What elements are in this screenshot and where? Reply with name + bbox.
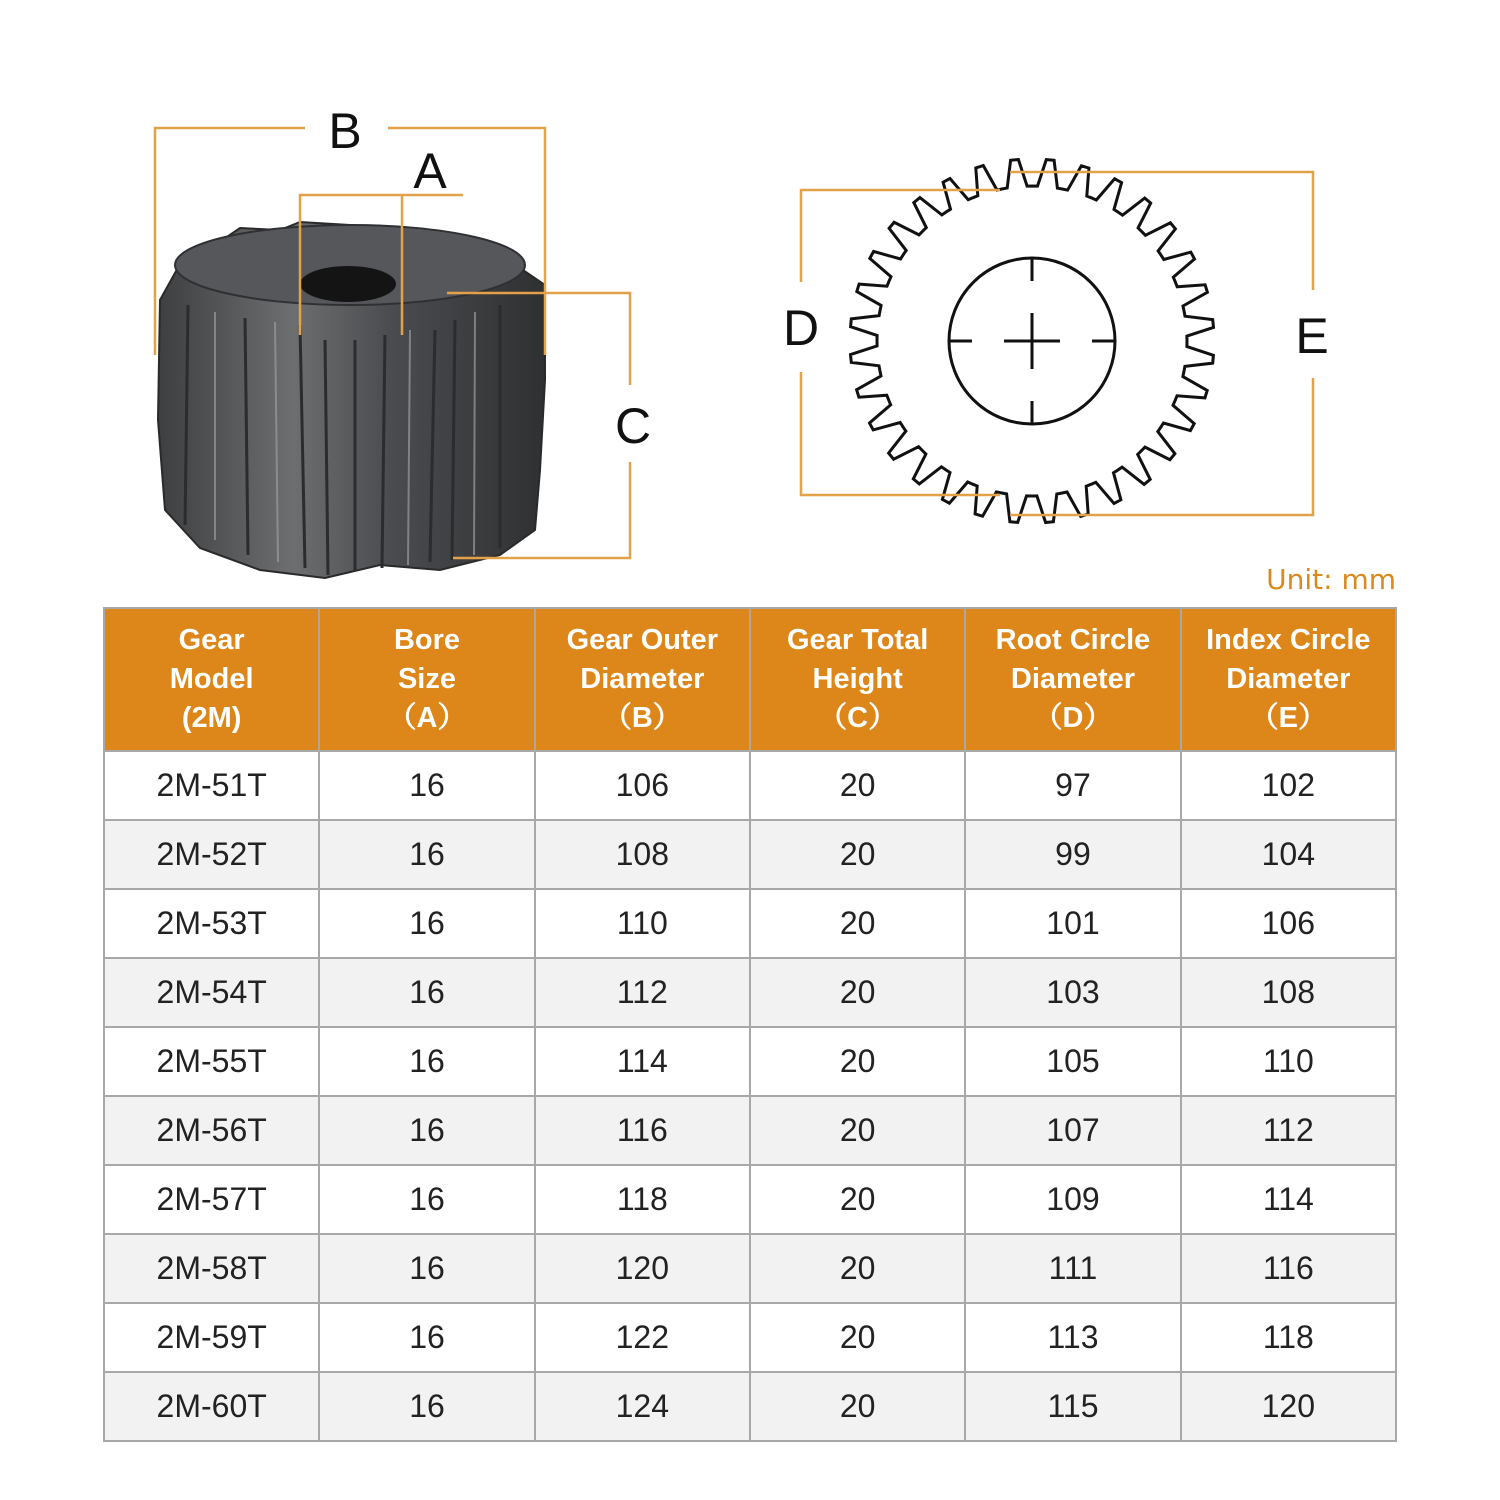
table-cell-gear-total-height: 20 [750,751,965,820]
header-line: (2M) [181,702,242,734]
table-cell-gear-total-height: 20 [750,1303,965,1372]
table-row [104,820,1396,889]
dimension-label-e: E [1295,308,1329,364]
header-line: Index Circle [1206,624,1371,656]
table-cell-bore-size: 16 [319,820,534,889]
header-line: （A） [387,702,467,734]
table-cell-gear-outer-diameter: 116 [535,1096,750,1165]
table-cell-gear-outer-diameter: 106 [535,751,750,820]
header-line: Gear [178,624,245,656]
table-cell-gear-model: 2M-60T [104,1372,319,1441]
table-cell-root-circle-diameter: 103 [965,958,1180,1027]
table-cell-bore-size: 16 [319,1027,534,1096]
table-cell-gear-model: 2M-52T [104,820,319,889]
header-gear-total-height [750,608,965,751]
table-cell-gear-model: 2M-55T [104,1027,319,1096]
table-cell-index-circle-diameter: 114 [1181,1165,1396,1234]
header-line: Model [169,663,254,695]
table-cell-gear-outer-diameter: 124 [535,1372,750,1441]
table-cell-gear-total-height: 20 [750,958,965,1027]
gear-spec-table [103,607,1397,1442]
table-cell-gear-model: 2M-58T [104,1234,319,1303]
table-cell-gear-total-height: 20 [750,1096,965,1165]
table-row [104,889,1396,958]
table-cell-gear-model: 2M-56T [104,1096,319,1165]
table-cell-index-circle-diameter: 110 [1181,1027,1396,1096]
header-line: Size [397,663,456,695]
table-cell-index-circle-diameter: 102 [1181,751,1396,820]
table-cell-index-circle-diameter: 112 [1181,1096,1396,1165]
header-line: Bore [393,624,461,656]
table-cell-root-circle-diameter: 105 [965,1027,1180,1096]
table-cell-root-circle-diameter: 99 [965,820,1180,889]
table-cell-gear-model: 2M-53T [104,889,319,958]
header-index-circle-diameter [1181,608,1396,751]
table-cell-root-circle-diameter: 113 [965,1303,1180,1372]
table-cell-index-circle-diameter: 120 [1181,1372,1396,1441]
header-line: Gear Total [787,624,929,656]
table-cell-root-circle-diameter: 115 [965,1372,1180,1441]
table-cell-gear-outer-diameter: 108 [535,820,750,889]
table-cell-gear-outer-diameter: 120 [535,1234,750,1303]
table-cell-bore-size: 16 [319,958,534,1027]
header-line: Diameter [1226,663,1351,695]
table-body [104,751,1396,1441]
table-row [104,1372,1396,1441]
table-row [104,1165,1396,1234]
header-gear-outer-diameter [535,608,750,751]
table-cell-gear-outer-diameter: 118 [535,1165,750,1234]
gear-technical-drawing [851,160,1214,523]
table-cell-root-circle-diameter: 107 [965,1096,1180,1165]
header-line: （B） [602,702,682,734]
table-cell-root-circle-diameter: 111 [965,1234,1180,1303]
header-line: Gear Outer [566,624,719,656]
table-row [104,958,1396,1027]
header-line: Diameter [580,663,705,695]
table-row [104,1303,1396,1372]
table-cell-root-circle-diameter: 109 [965,1165,1180,1234]
table-cell-gear-total-height: 20 [750,820,965,889]
header-line: （C） [818,702,898,734]
dimension-label-b: B [328,103,362,159]
table-row [104,1027,1396,1096]
table-row [104,1096,1396,1165]
table-row [104,1234,1396,1303]
table-cell-index-circle-diameter: 106 [1181,889,1396,958]
table-row [104,751,1396,820]
table-cell-index-circle-diameter: 118 [1181,1303,1396,1372]
table-cell-bore-size: 16 [319,1096,534,1165]
table-cell-index-circle-diameter: 116 [1181,1234,1396,1303]
table-cell-gear-total-height: 20 [750,1027,965,1096]
gear-dimension-diagram [0,0,1500,600]
table-cell-gear-model: 2M-54T [104,958,319,1027]
dimension-label-c: C [614,398,652,454]
table-cell-bore-size: 16 [319,1165,534,1234]
header-line: Root Circle [995,624,1151,656]
table-cell-gear-total-height: 20 [750,1372,965,1441]
header-line: （D） [1033,702,1113,734]
table-cell-index-circle-diameter: 104 [1181,820,1396,889]
table-cell-gear-total-height: 20 [750,1165,965,1234]
header-line: Diameter [1010,663,1136,695]
table-cell-index-circle-diameter: 108 [1181,958,1396,1027]
table-header-row [104,608,1396,751]
header-line: （E） [1249,702,1327,734]
table-cell-gear-outer-diameter: 122 [535,1303,750,1372]
table-cell-gear-model: 2M-59T [104,1303,319,1372]
table-cell-root-circle-diameter: 101 [965,889,1180,958]
table-cell-bore-size: 16 [319,1303,534,1372]
table-cell-root-circle-diameter: 97 [965,751,1180,820]
table-cell-bore-size: 16 [319,889,534,958]
dimension-label-a: A [413,143,447,199]
table-cell-bore-size: 16 [319,1234,534,1303]
table-cell-bore-size: 16 [319,751,534,820]
table-cell-gear-model: 2M-57T [104,1165,319,1234]
unit-label: Unit: mm [1266,563,1396,596]
table-cell-gear-outer-diameter: 112 [535,958,750,1027]
table-cell-gear-outer-diameter: 110 [535,889,750,958]
table-cell-gear-outer-diameter: 114 [535,1027,750,1096]
table-cell-gear-total-height: 20 [750,1234,965,1303]
header-bore-size [319,608,534,751]
header-line: Height [812,663,903,695]
table-cell-gear-model: 2M-51T [104,751,319,820]
header-gear-model [104,608,319,751]
dimension-label-d: D [782,300,820,356]
table-cell-gear-total-height: 20 [750,889,965,958]
header-root-circle-diameter [965,608,1180,751]
table-cell-bore-size: 16 [319,1372,534,1441]
spur-gear-photo [158,222,545,578]
